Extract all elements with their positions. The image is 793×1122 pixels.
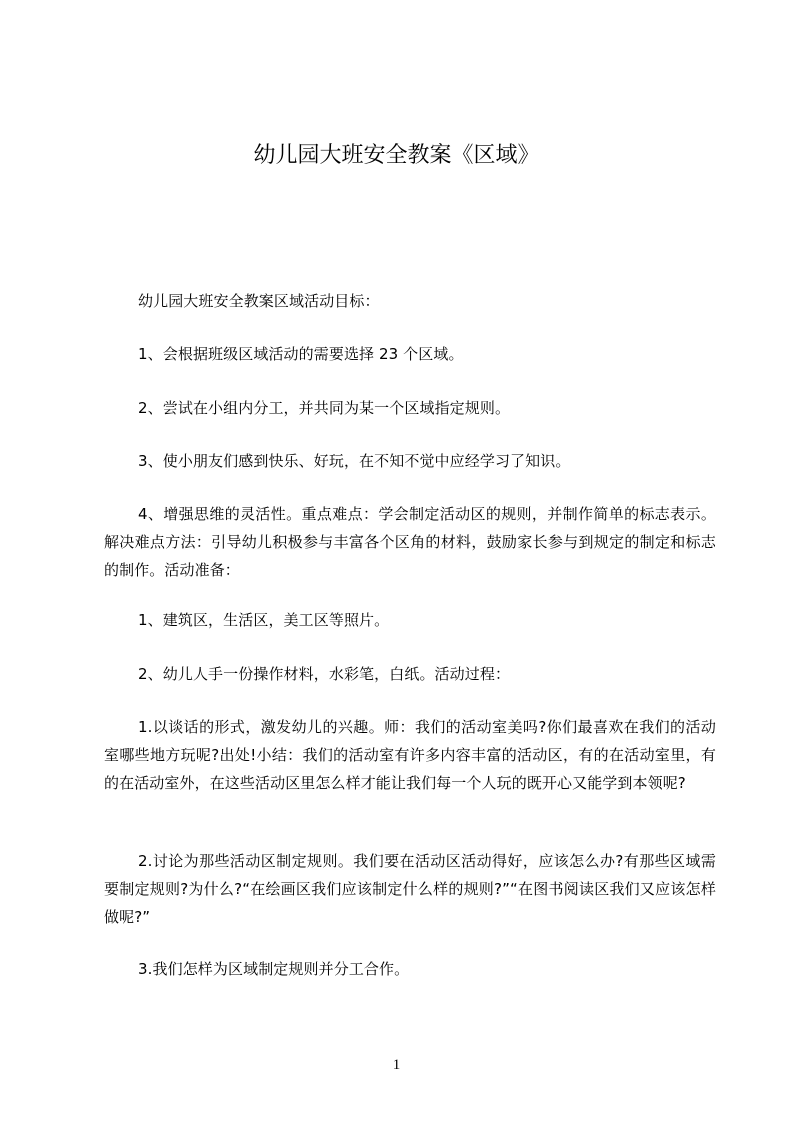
paragraph-preparation-2: 2、幼儿人手一份操作材料，水彩笔，白纸。活动过程：: [138, 665, 511, 683]
paragraph-preparation-1: 1、建筑区，生活区，美工区等照片。: [138, 611, 390, 629]
page-number: 1: [392, 1057, 401, 1073]
paragraph-objective-1: 1、会根据班级区域活动的需要选择 23 个区域。: [138, 345, 464, 363]
paragraph-process-3: 3.我们怎样为区域制定规则并分工合作。: [138, 960, 410, 978]
paragraph-objective-3: 3、使小朋友们感到快乐、好玩，在不知不觉中应经学习了知识。: [138, 452, 571, 470]
paragraph-objective-2: 2、尝试在小组内分工，并共同为某一个区域指定规则。: [138, 399, 511, 417]
paragraph-objective-4: 4、增强思维的灵活性。重点难点：学会制定活动区的规则，并制作简单的标志表示。解决难点方法：引导幼儿积极参与丰富各个区角的材料，鼓励家长参与到规定的制定和标志的制作。活动准备：: [104, 505, 716, 579]
document-title: 幼儿园大班安全教案《区域》: [253, 143, 540, 168]
paragraph-process-2: 2.讨论为那些活动区制定规则。我们要在活动区活动得好，应该怎么办?有那些区域需要制定规则?为什么?“在绘画区我们应该制定什么样的规则?”“在图书阅读区我们又应该怎样做呢?”: [104, 852, 716, 926]
paragraph-process-1: 1.以谈话的形式，激发幼儿的兴趣。师：我们的活动室美吗?你们最喜欢在我们的活动室哪些地方玩呢?出处!小结：我们的活动室有许多内容丰富的活动区，有的在活动室里，有的在活动室外，在这些活动区里怎么样才能让我们每一个人玩的既开心又能学到本领呢?: [104, 718, 716, 792]
paragraph-objectives-heading: 幼儿园大班安全教案区域活动目标：: [138, 292, 380, 310]
